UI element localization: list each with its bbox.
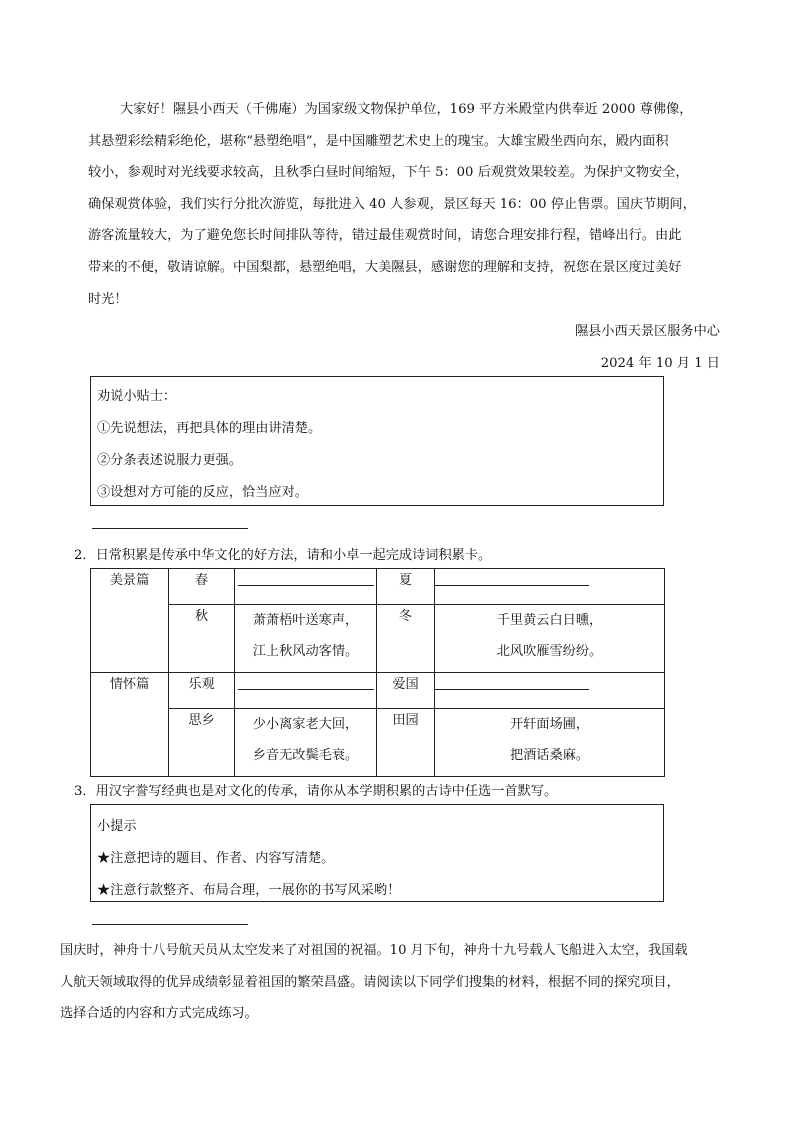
hint-item: ★注意把诗的题目、作者、内容写清楚。 [97, 851, 335, 866]
label-homesick: 思乡 [169, 709, 235, 777]
hint-box [90, 804, 664, 902]
poem-line: 乡音无改鬓毛衰。 [252, 748, 359, 763]
section-scenery: 美景篇 [91, 569, 169, 673]
blank-line [238, 689, 374, 690]
closing-paragraph [60, 935, 740, 1030]
poem-line: 江上秋风动客情。 [252, 644, 359, 659]
tips-title: 劝说小贴士： [97, 389, 177, 404]
answer-line[interactable] [92, 528, 248, 529]
closing-line: 人航天领域取得的优异成绩彰显着祖国的繁荣昌盛。请阅读以下同学们搜集的材料，根据不同的探究项目， [60, 974, 680, 990]
label-summer: 夏 [377, 569, 435, 605]
tip-item: ①先说想法，再把具体的理由讲清楚。 [97, 421, 322, 436]
blank-line [435, 689, 589, 690]
label-optimism: 乐观 [169, 673, 235, 709]
label-patriotism: 爱国 [377, 673, 435, 709]
poem-line: 把酒话桑麻。 [509, 748, 590, 763]
intro-line: 其悬塑彩绘精彩绝伦，堪称“悬塑绝唱”，是中国雕塑艺术史上的瑰宝。大雄宝殿坐西向东，殿内面积 [88, 133, 669, 149]
label-winter: 冬 [377, 605, 435, 673]
label-pastoral: 田园 [377, 709, 435, 777]
blank-patriotism[interactable] [435, 673, 665, 709]
poem-line: 开轩面场圃， [509, 717, 590, 732]
poem-line: 北风吹雁雪纷纷。 [496, 644, 603, 659]
section-feelings: 情怀篇 [91, 673, 169, 777]
intro-line: 带来的不便，敬请谅解。中国梨都，悬塑绝唱，大美隰县，感谢您的理解和支持，祝您在景区度过美好 [88, 259, 682, 275]
blank-line [435, 585, 589, 586]
question-2-text: 2．日常积累是传承中华文化的好方法，请和小卓一起完成诗词积累卡。 [74, 548, 492, 563]
tip-item: ②分条表述说服力更强。 [97, 453, 243, 468]
hint-item: ★注意行款整齐、布局合理，一展你的书写风采哟！ [97, 883, 401, 898]
intro-paragraph [88, 94, 730, 315]
tips-box [90, 376, 664, 506]
poem-line: 少小离家老大回， [252, 717, 359, 732]
notice-date: 2024 年 10 月 1 日 [600, 356, 720, 371]
poem-pastoral [435, 709, 665, 777]
poem-card-table [90, 568, 665, 777]
label-autumn: 秋 [169, 605, 235, 673]
answer-line[interactable] [92, 924, 248, 925]
intro-line: 游客流量较大，为了避免您长时间排队等待，错过最佳观赏时间，请您合理安排行程，错峰出行。由此 [88, 228, 682, 244]
blank-summer[interactable] [435, 569, 665, 605]
intro-line: 大家好！隰县小西天（千佛庵）为国家级文物保护单位，169 平方米殿堂内供奉近 2000 尊佛像， [120, 102, 693, 117]
tip-item: ③设想对方可能的反应，恰当应对。 [97, 485, 308, 500]
intro-line: 确保观赏体验，我们实行分批次游览，每批进入 40 人参观，景区每天 16：00 停止售票。国庆节期间， [88, 196, 696, 212]
question-3-text: 3．用汉字誊写经典也是对文化的传承，请你从本学期积累的古诗中任选一首默写。 [74, 784, 558, 799]
poem-winter [435, 605, 665, 673]
poem-line: 萧萧梧叶送寒声， [252, 613, 359, 628]
poem-homesick [235, 709, 377, 777]
label-spring: 春 [169, 569, 235, 605]
blank-spring[interactable] [235, 569, 377, 605]
blank-optimism[interactable] [235, 673, 377, 709]
signature: 隰县小西天景区服务中心 [574, 324, 720, 339]
blank-line [238, 585, 374, 586]
closing-line: 选择合适的内容和方式完成练习。 [60, 1006, 258, 1022]
hint-title: 小提示 [97, 819, 137, 834]
intro-line: 较小，参观时对光线要求较高，且秋季白昼时间缩短，下午 5：00 后观赏效果较差。为保护文物安全， [88, 165, 689, 181]
intro-line: 时光！ [88, 291, 128, 307]
poem-autumn [235, 605, 377, 673]
poem-line: 千里黄云白日曛， [496, 613, 603, 628]
closing-line: 国庆时，神舟十八号航天员从太空发来了对祖国的祝福。10 月下旬，神舟十九号载人飞船进入太空，我国载 [60, 943, 688, 958]
